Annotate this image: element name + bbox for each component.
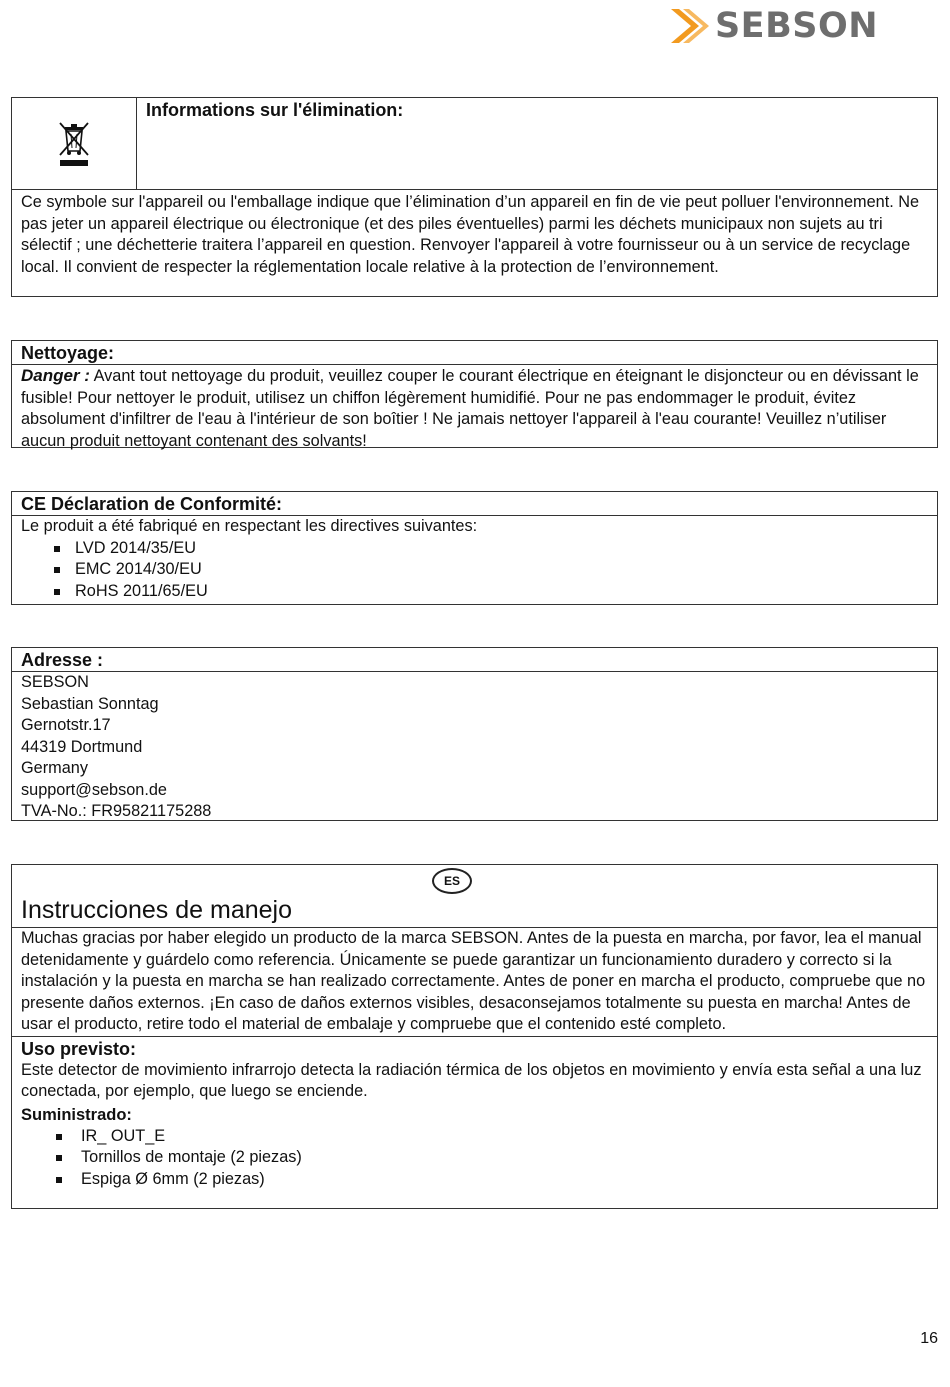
- cleaning-text: [12, 365, 937, 452]
- supplied-list: [12, 1126, 937, 1193]
- danger-label: Danger :: [21, 366, 90, 385]
- cleaning-title: Nettoyage:: [21, 343, 115, 363]
- page-number: 16: [920, 1330, 938, 1347]
- list-item: RoHS 2011/65/EU: [54, 581, 937, 603]
- list-item: Tornillos de montaje (2 piezas): [56, 1147, 937, 1169]
- address-line: Gernotstr.17: [21, 716, 111, 734]
- disposal-text: Ce symbole sur l'appareil ou l'emballage indique que l’élimination d’un appareil en fin de vie peut polluer l'environnement. Ne pas jeter un appareil électrique ou électronique (et des piles éventuelles) parmi les déchets municipaux non sujets au tri sélectif ; une déchetterie traitera l’appareil en question. Renvoyer l'appareil à votre fournisseur ou à un service de recyclage local. Il convient de respecter la réglementation locale relative à la protection de l’environnement.: [21, 193, 920, 276]
- address-line: Germany: [21, 759, 88, 777]
- supplied-title: Suministrado:: [21, 1105, 132, 1124]
- spanish-intro: Muchas gracias por haber elegido un producto de la marca SEBSON. Antes de la puesta en marcha, por favor, lea el manual detenidamente y guárdelo como referencia. Únicamente se puede garantizar un funcionamiento duradero y correcto si la instalación y la puesta en marcha se han realizado correctamente. Antes de poner en marcha el producto, compruebe que no presente daños externos. ¡En caso de daños externos visibles, desaconsejamos totalmente su puesta en marcha! Antes de usar el producto, retire todo el material de embalaje y compruebe que el contenido esté completo.: [21, 929, 926, 1033]
- disposal-icon-cell: [12, 98, 137, 189]
- logo-chevron-icon: [665, 6, 711, 46]
- use-title: Uso previsto:: [21, 1038, 137, 1059]
- ce-intro: Le produit a été fabriqué en respectant les directives suivantes:: [21, 517, 478, 535]
- address-line: TVA-No.: FR95821175288: [21, 802, 212, 820]
- spanish-title: Instrucciones de manejo: [21, 896, 292, 924]
- directive-list: [12, 538, 937, 605]
- address-title: Adresse :: [21, 650, 104, 670]
- list-item: LVD 2014/35/EU: [54, 538, 937, 560]
- crossed-out-wheelie-bin-icon: [57, 119, 91, 169]
- disposal-title: Informations sur l'élimination:: [146, 100, 404, 120]
- list-item: Espiga Ø 6mm (2 piezas): [56, 1169, 937, 1191]
- language-badge-es: ES: [432, 868, 472, 894]
- logo-text: SEBSON: [714, 6, 878, 46]
- address-line: Sebastian Sonntag: [21, 694, 159, 713]
- address-line: 44319 Dortmund: [21, 737, 143, 756]
- ce-declaration-section: [11, 491, 938, 605]
- list-item: EMC 2014/30/EU: [54, 559, 937, 581]
- address-line: SEBSON: [21, 673, 89, 691]
- address-email: support@sebson.de: [21, 780, 167, 799]
- ce-title: CE Déclaration de Conformité:: [21, 494, 283, 514]
- cleaning-body: Avant tout nettoyage du produit, veuillez couper le courant électrique en éteignant le disjoncteur ou en dévissant le fusible! Pour nettoyer le produit, utilisez un chiffon légèrement humidifié. Pour ne pas endommager le produit, évitez absolument d'infiltrer de l'eau à l'intérieur de son boîtier ! Ne jamais nettoyer l'appareil à l'eau courante! Veuillez n’utiliser aucun produit nettoyant contenant des solvants!: [21, 367, 919, 450]
- address-section: [11, 647, 938, 821]
- disposal-section: [11, 97, 938, 297]
- use-text: Este detector de movimiento infrarrojo detecta la radiación térmica de los objetos en movimiento y envía esta señal a una luz conectada, por ejemplo, que luego se enciende.: [21, 1060, 922, 1100]
- list-item: IR_ OUT_E: [56, 1126, 937, 1148]
- spanish-section: [11, 864, 938, 1209]
- cleaning-section: [11, 340, 938, 448]
- brand-logo: [665, 6, 878, 46]
